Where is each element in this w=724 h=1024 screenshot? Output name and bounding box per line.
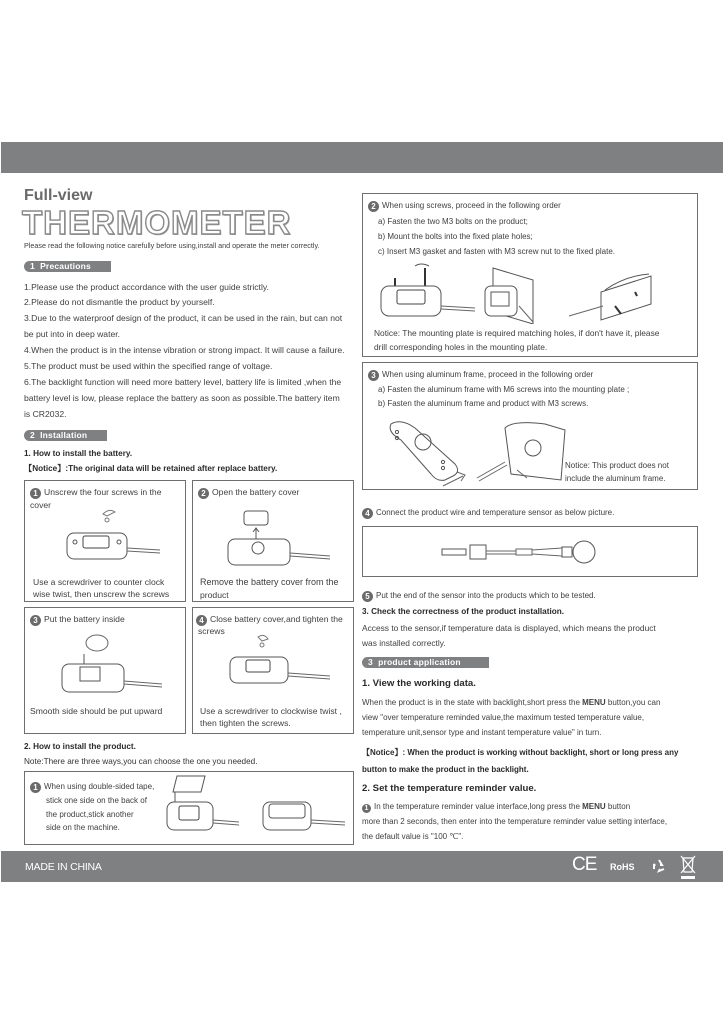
method-line: the product,stick another <box>46 810 134 819</box>
battery-step-2 <box>192 480 354 602</box>
method-notice: Notice: The mounting plate is required matching holes, if don't have it, please <box>374 328 660 338</box>
step-caption: Use a screwdriver to counter clock <box>33 577 165 587</box>
subtitle: Full-view <box>24 187 93 204</box>
method-title: When using screws, proceed in the following order <box>382 201 561 210</box>
section-title: product application <box>378 657 461 667</box>
method-notice: drill corresponding holes in the mounting plate. <box>374 342 548 352</box>
method-title: When using aluminum frame, proceed in the following order <box>382 370 594 379</box>
set-reminder-text: more than 2 seconds, then enter into the temperature reminder value setting interface, <box>362 817 668 826</box>
recycle-icon <box>651 858 667 874</box>
install-method-2 <box>362 193 698 357</box>
precaution-item: is CR2032. <box>24 409 67 419</box>
step-title: Open the battery cover <box>212 487 300 497</box>
method-step: c) Insert M3 gasket and fasten with M3 screw nut to the fixed plate. <box>378 247 616 256</box>
made-in-china: MADE IN CHINA <box>25 861 102 873</box>
section-number: 3 <box>368 657 373 667</box>
intro-text: Please read the following notice carefully before using,install and operate the meter correctly. <box>24 241 320 250</box>
precaution-item: be put into in deep water. <box>24 329 121 339</box>
screw-mount-illustration <box>373 262 673 324</box>
precaution-item: 6.The backlight function will need more battery level, battery life is limited ,when the <box>24 377 342 387</box>
header-band <box>1 142 723 173</box>
battery-notice: 【Notice】:The original data will be retained after replace battery. <box>24 464 278 473</box>
install-method-3 <box>362 362 698 490</box>
view-data-text: view "over temperature reminded value,the maximum tested temperature value, <box>362 713 645 722</box>
install-method-1 <box>24 771 354 845</box>
step-title-cont: screws <box>198 626 225 636</box>
view-data-text: temperature unit,sensor type and instant temperature value" in turn. <box>362 728 602 737</box>
step-title: Unscrew the four screws in the <box>44 487 162 497</box>
section-number: 2 <box>30 430 35 440</box>
backlight-notice: button to make the product in the backlight. <box>362 765 529 774</box>
method-line: When using double-sided tape, <box>44 782 155 791</box>
precaution-item: 3.Due to the waterproof design of the product, it can be used in the rain, but can not <box>24 313 343 323</box>
step-number: 4 <box>362 508 373 519</box>
section-label-application <box>362 657 489 668</box>
connect-sensor-text: Connect the product wire and temperature sensor as below picture. <box>376 508 615 517</box>
method-number: 1 <box>30 782 41 793</box>
ce-mark-icon: CE <box>572 854 597 875</box>
aluminum-frame-illustration <box>383 418 583 488</box>
product-install-note: Note:There are three ways,you can choose the one you needed. <box>24 757 258 766</box>
check-text: Access to the sensor,if temperature data is displayed, which means the product <box>362 623 656 633</box>
rohs-icon: RoHS <box>610 862 635 872</box>
method-step: a) Fasten the two M3 bolts on the product; <box>378 217 528 226</box>
precaution-item: 1.Please use the product accordance with the user guide strictly. <box>24 282 269 292</box>
product-install-heading: 2. How to install the product. <box>24 742 136 751</box>
menu-key: MENU <box>582 802 606 811</box>
footer-band <box>1 851 723 882</box>
precaution-item: battery level is low, please replace the battery as soon as possible.The battery item <box>24 393 340 403</box>
battery-step-1 <box>24 480 186 602</box>
step-title: Close battery cover,and tighten the <box>210 614 343 624</box>
section-label-installation <box>24 430 107 441</box>
device-battery-illustration <box>50 633 165 698</box>
method-line: side on the machine. <box>46 823 120 832</box>
step-number: 5 <box>362 591 373 602</box>
section-title: Precautions <box>40 261 91 271</box>
step-number: 4 <box>196 615 207 626</box>
step-number: 2 <box>198 488 209 499</box>
step-title: Put the battery inside <box>44 614 125 624</box>
menu-key: MENU <box>582 698 606 707</box>
method-notice: Notice: This product does not <box>565 461 669 470</box>
method-number: 2 <box>368 201 379 212</box>
device-open-cover-illustration <box>218 501 333 571</box>
method-notice: include the aluminum frame. <box>565 474 666 483</box>
tape-mount-illustration <box>165 774 350 840</box>
method-step: b) Fasten the aluminum frame and product with M3 screws. <box>378 399 589 408</box>
device-unscrew-illustration <box>55 506 165 566</box>
step-caption: Remove the battery cover from the <box>200 577 339 587</box>
backlight-notice: 【Notice】: When the product is working without backlight, short or long press any <box>362 748 679 757</box>
precaution-item: 4.When the product is in the intense vibration or strong impact. It will cause a failure. <box>24 345 345 355</box>
precaution-item: 5.The product must be used within the specified range of voltage. <box>24 361 273 371</box>
set-reminder-text: the default value is "100 ℃". <box>362 832 464 841</box>
page-title: THERMOMETER <box>22 204 292 241</box>
step-caption-cont: product <box>200 590 229 600</box>
section-title: Installation <box>40 430 88 440</box>
battery-heading: 1. How to install the battery. <box>24 449 133 458</box>
battery-step-4 <box>192 607 354 734</box>
step-caption-cont: wise twist, then unscrew the screws <box>33 589 170 599</box>
check-heading: 3. Check the correctness of the product installation. <box>362 607 565 616</box>
step-number: 1 <box>30 488 41 499</box>
step-number: 1 <box>362 804 371 813</box>
weee-bin-icon <box>679 854 697 880</box>
section-label-precautions <box>24 261 111 272</box>
check-text: was installed correctly. <box>362 638 446 648</box>
set-reminder-heading: 2. Set the temperature reminder value. <box>362 783 537 794</box>
battery-step-3 <box>24 607 186 734</box>
step-caption: Smooth side should be put upward <box>30 706 163 716</box>
step-number: 3 <box>30 615 41 626</box>
step-title-cont: cover <box>30 500 52 510</box>
device-close-cover-illustration <box>218 633 333 693</box>
method-step: a) Fasten the aluminum frame with M6 screws into the mounting plate ; <box>378 385 630 394</box>
temperature-sensor-illustration <box>438 537 618 567</box>
sensor-diagram-box <box>362 526 698 577</box>
method-line: stick one side on the back of <box>46 796 147 805</box>
precaution-item: 2.Please do not dismantle the product by yourself. <box>24 297 215 307</box>
method-number: 3 <box>368 370 379 381</box>
section-number: 1 <box>30 261 35 271</box>
view-data-text: When the product is in the state with backlight,short press the MENU button,you can <box>362 698 661 707</box>
method-step: b) Mount the bolts into the fixed plate holes; <box>378 232 533 241</box>
sensor-end-text: Put the end of the sensor into the products which to be tested. <box>376 591 596 600</box>
step-caption-cont: then tighten the screws. <box>200 718 291 728</box>
view-data-heading: 1. View the working data. <box>362 678 476 689</box>
step-caption: Use a screwdriver to clockwise twist , <box>200 706 342 716</box>
